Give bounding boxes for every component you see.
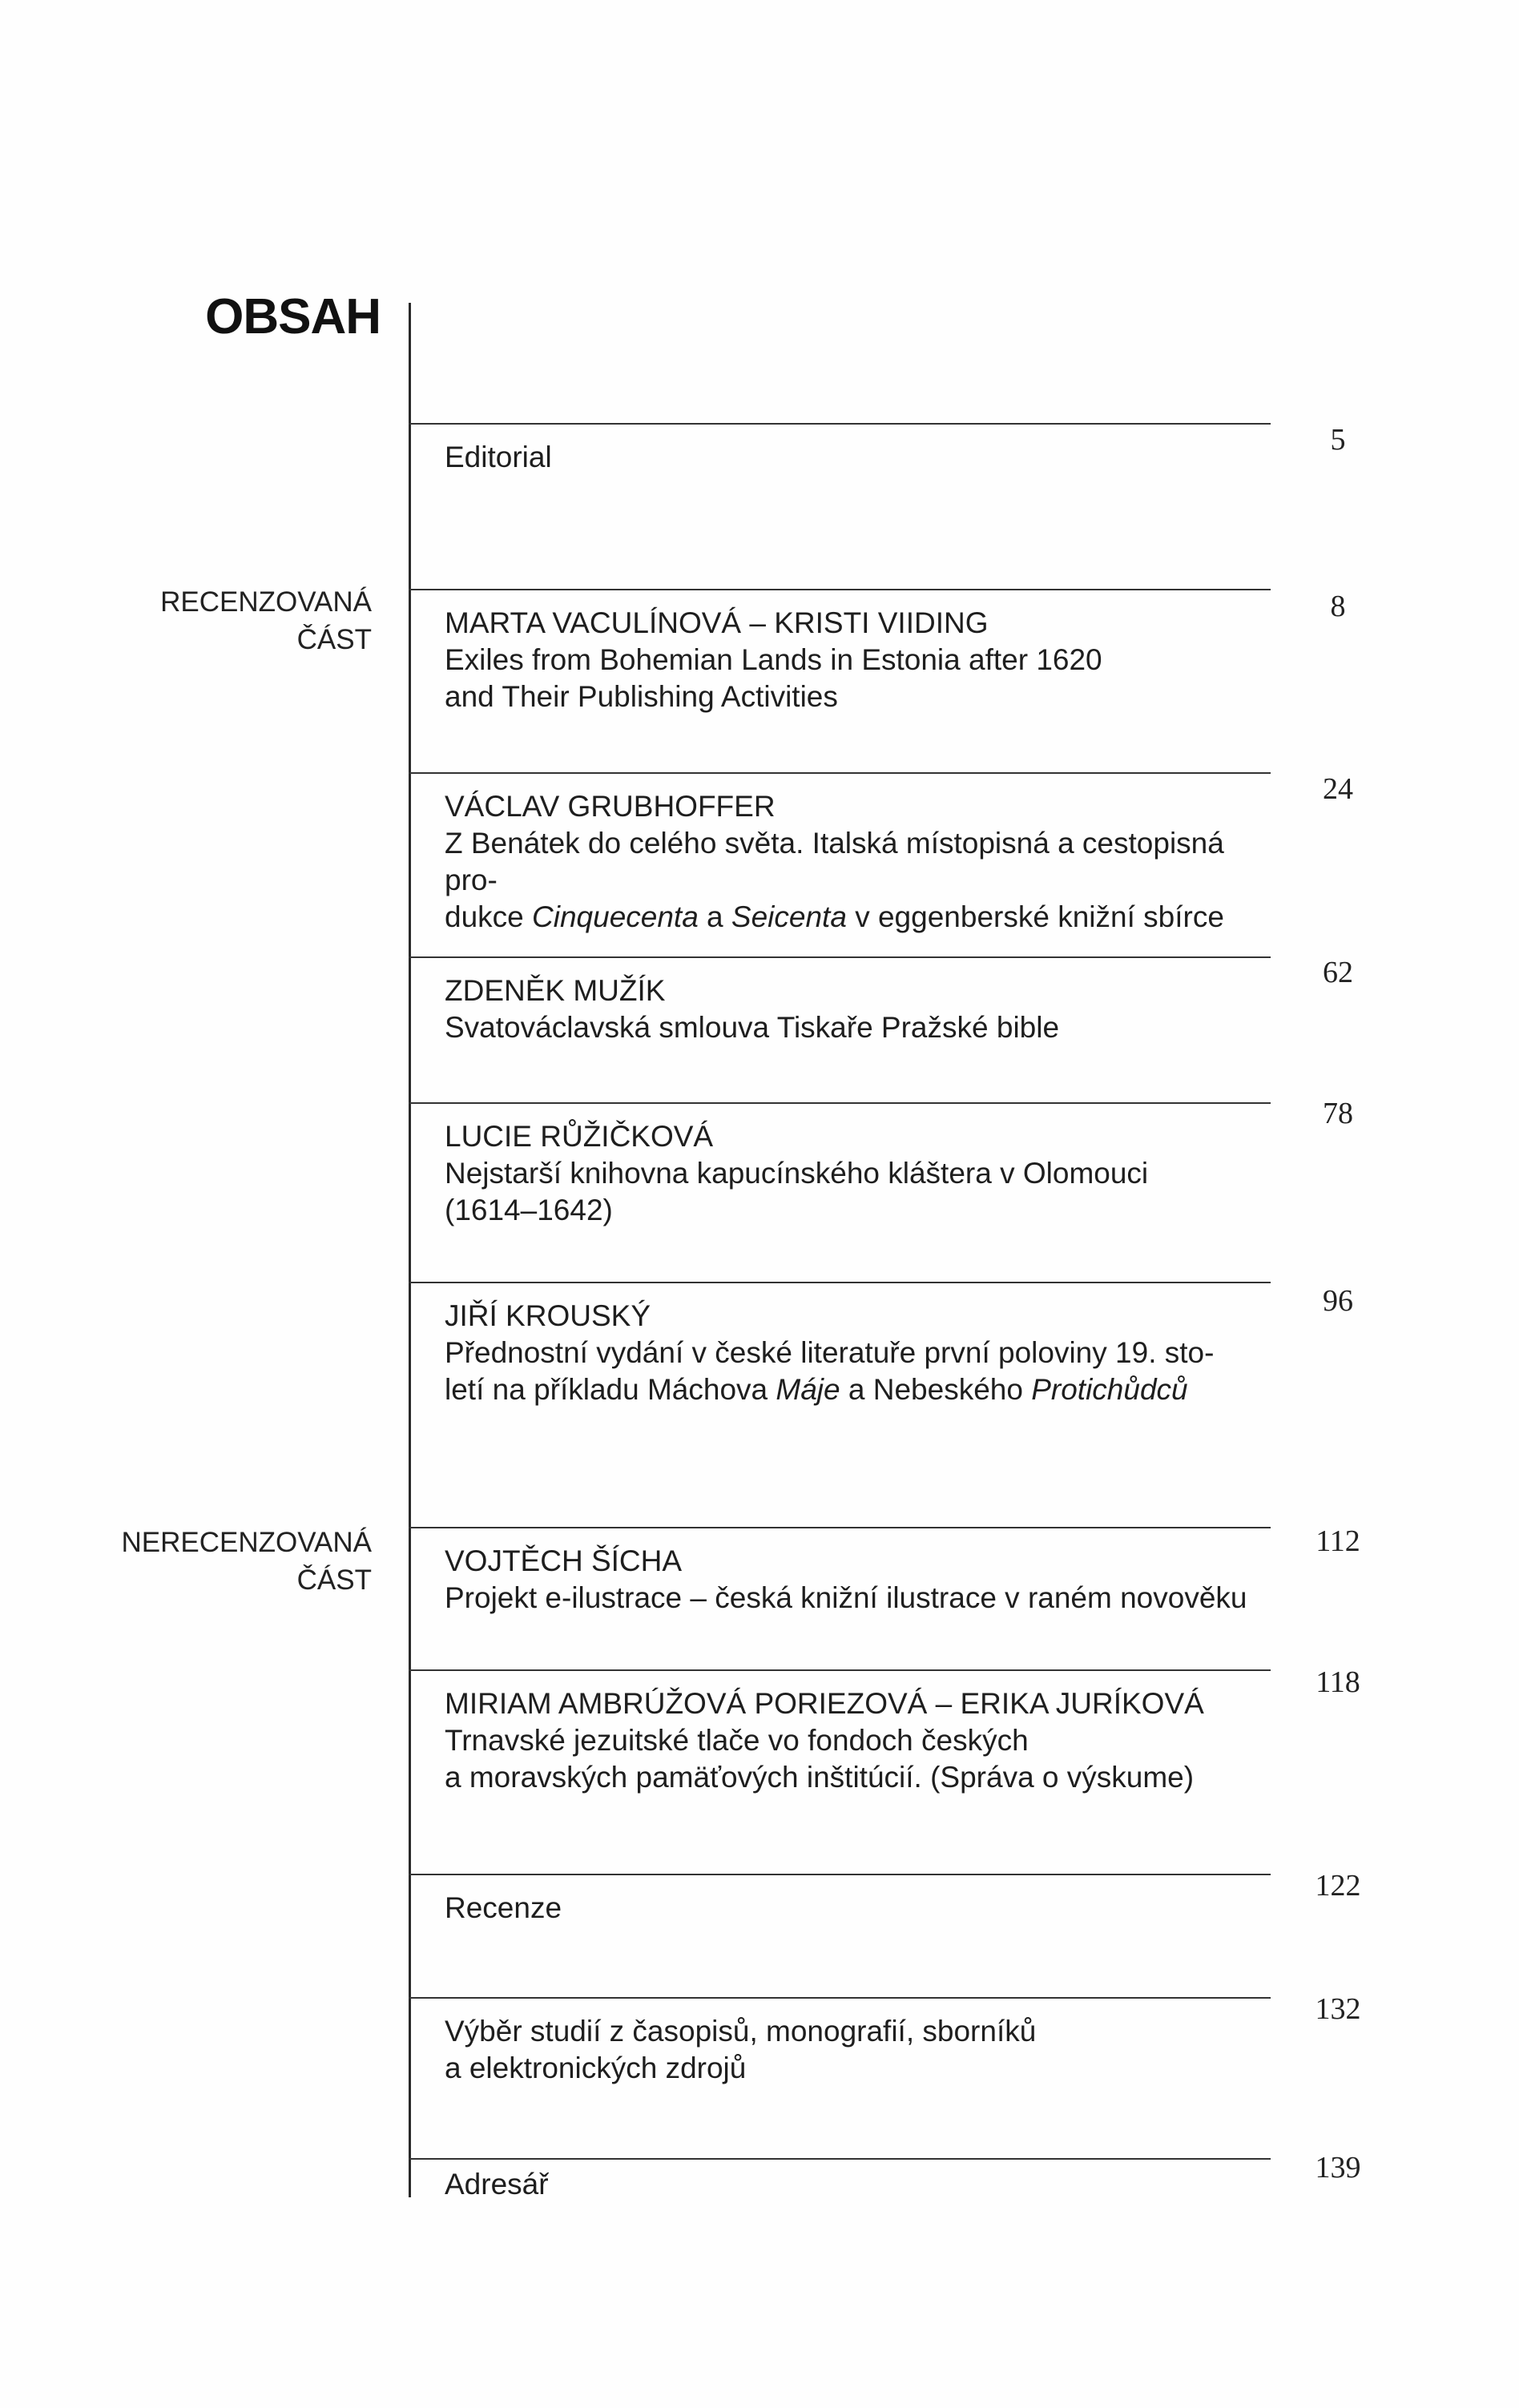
entry-rule — [409, 1669, 1271, 1671]
italic-run: Cinquecenta — [532, 900, 699, 933]
page-number: 24 — [1323, 772, 1353, 806]
entry-rule — [409, 589, 1271, 590]
page-number: 132 — [1315, 1992, 1361, 2026]
entry-title-line: Z Benátek do celého světa. Italská místopisná a cestopisná pro- — [445, 827, 1224, 896]
entry-author: LUCIE RŮŽIČKOVÁ — [445, 1120, 714, 1153]
text-run: v eggenberské knižní sbírce — [846, 900, 1224, 933]
entry-text — [445, 788, 1254, 936]
entry-rule — [409, 1102, 1271, 1104]
entry-title-line — [445, 1371, 1254, 1408]
entry-title-line: Exiles from Bohemian Lands in Estonia after 1620 — [445, 643, 1102, 676]
entry-text — [445, 1543, 1254, 1617]
entry-author: VOJTĚCH ŠÍCHA — [445, 1544, 683, 1577]
entry-title-line: Projekt e-ilustrace – česká knižní ilustrace v raném novověku — [445, 1581, 1247, 1614]
vertical-divider — [409, 303, 411, 2197]
page-number: 118 — [1316, 1665, 1360, 1699]
entry-title: Recenze — [445, 1891, 562, 1924]
text-run: a Nebeského — [840, 1373, 1032, 1406]
entry-rule — [409, 1997, 1271, 1999]
entry-text — [445, 1298, 1254, 1408]
entry-title-line: Výběr studií z časopisů, monografií, sborníků — [445, 2015, 1037, 2048]
entry-text — [445, 2166, 1254, 2203]
entry-text — [445, 2013, 1254, 2087]
entry-title-line — [445, 899, 1254, 936]
entry-author: MARTA VACULÍNOVÁ – KRISTI VIIDING — [445, 606, 989, 639]
page-number: 122 — [1315, 1869, 1361, 1903]
page-number: 96 — [1323, 1284, 1353, 1318]
text-run: dukce — [445, 900, 533, 933]
page-number: 139 — [1315, 2151, 1361, 2185]
entry-rule — [409, 956, 1271, 958]
italic-run: Protichůdců — [1031, 1373, 1188, 1406]
entry-title-line: Nejstarší knihovna kapucínského kláštera v Olomouci — [445, 1157, 1149, 1190]
entry-text — [445, 1890, 1254, 1927]
italic-run: Seicenta — [731, 900, 847, 933]
entry-rule — [409, 1282, 1271, 1283]
page-number: 5 — [1330, 423, 1346, 457]
entry-text — [445, 439, 1254, 476]
entry-title-line: a elektronických zdrojů — [445, 2052, 747, 2084]
page-title: OBSAH — [205, 289, 381, 344]
page-number: 112 — [1316, 1524, 1360, 1558]
entry-text — [445, 605, 1254, 715]
entry-text — [445, 972, 1254, 1046]
entry-author: MIRIAM AMBRÚŽOVÁ PORIEZOVÁ – ERIKA JURÍKOVÁ — [445, 1687, 1204, 1720]
italic-run: Máje — [776, 1373, 840, 1406]
section-label-line: RECENZOVANÁ — [160, 586, 372, 618]
entry-rule — [409, 423, 1271, 425]
entry-text — [445, 1118, 1254, 1229]
entry-title: Adresář — [445, 2168, 549, 2201]
entry-author: JIŘÍ KROUSKÝ — [445, 1299, 651, 1332]
section-label-line: NERECENZOVANÁ — [121, 1527, 372, 1558]
entry-title-line: (1614–1642) — [445, 1194, 613, 1226]
entry-rule — [409, 2158, 1271, 2160]
page-number: 8 — [1330, 590, 1346, 623]
entry-rule — [409, 772, 1271, 774]
section-label-nonreviewed — [122, 1524, 372, 1599]
text-run: a — [698, 900, 731, 933]
section-label-reviewed — [160, 583, 372, 658]
page-number: 78 — [1323, 1097, 1353, 1130]
entry-rule — [409, 1527, 1271, 1528]
entry-rule — [409, 1874, 1271, 1875]
entry-title-line: and Their Publishing Activities — [445, 680, 838, 713]
entry-title-line: a moravských pamäťových inštitúcií. (Správa o výskume) — [445, 1761, 1195, 1794]
entry-title-line: Trnavské jezuitské tlače vo fondoch českých — [445, 1724, 1029, 1757]
entry-author: VÁCLAV GRUBHOFFER — [445, 790, 776, 823]
text-run: letí na příkladu Máchova — [445, 1373, 776, 1406]
section-label-line: ČÁST — [296, 1564, 372, 1596]
section-label-line: ČÁST — [296, 624, 372, 655]
page-number: 62 — [1323, 956, 1353, 989]
entry-title: Editorial — [445, 441, 552, 473]
entry-author: ZDENĚK MUŽÍK — [445, 974, 666, 1007]
entry-title-line: Svatováclavská smlouva Tiskaře Pražské bible — [445, 1011, 1060, 1044]
entry-text — [445, 1685, 1254, 1796]
entry-title-line: Přednostní vydání v české literatuře první poloviny 19. sto- — [445, 1336, 1215, 1369]
